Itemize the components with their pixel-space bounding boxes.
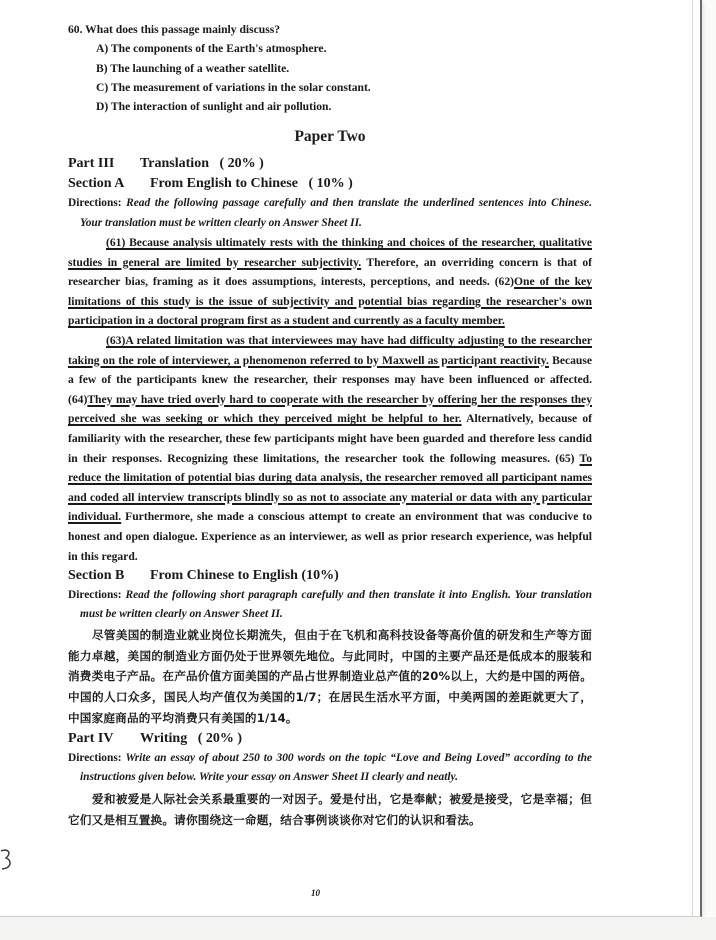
part-title: Translation <box>140 156 209 172</box>
part-weight: ( 20% ) <box>197 730 243 746</box>
page-number: 10 <box>311 888 320 898</box>
option-a: A) The components of the Earth's atmosphere. <box>96 42 327 56</box>
paper-title: Paper Two <box>294 128 366 146</box>
section-a-directions <box>68 194 592 233</box>
question-60 <box>68 20 592 116</box>
section-title: From Chinese to English (10%) <box>150 568 339 584</box>
part-label: Part IV <box>68 730 114 746</box>
page-edge-line <box>692 0 693 916</box>
chinese-passage: 尽管美国的制造业就业岗位长期流失，但由于在飞机和高科技设备等高价值的研发和生产等方面能力卓越，美国的制造业方面仍处于世界领先地位。与此同时，中国的主要产品还是低成本的服装和消费类电子产品。在产品价值方面美国的产品占世界制造业总产值的20%以上，大约是中国的两倍。中国的人口众多，国民人均产值仅为美国的1/7；在居民生活水平方面，中美两国的差距就更大了，中国家庭商品的平均消费只有美国的1/14。 <box>68 627 592 725</box>
section-b-directions <box>68 586 592 625</box>
part-title: Writing <box>140 730 188 746</box>
directions-label: Directions: <box>68 751 122 764</box>
part-3-heading <box>68 154 592 174</box>
passage-paragraph-1 <box>68 233 592 331</box>
passage-text: Therefore, an overriding concern is that of researcher bias, framing as it does assumptions, interests, perceptions, and needs. (62) <box>68 255 593 289</box>
part-4-directions <box>68 749 592 788</box>
question-stem: 60. What does this passage mainly discuss? <box>68 23 281 36</box>
section-label: Section A <box>68 176 125 192</box>
sentence-63: (63)A related limitation was that interviewees may have had difficulty adjusting to the researcher taking on the role of interviewer, a phenomenon referred to by Maxwell as participant reactivity. <box>68 334 592 367</box>
section-a-heading <box>68 174 592 194</box>
option-d: D) The interaction of sunlight and air pollution. <box>96 100 332 114</box>
section-weight: ( 10% ) <box>308 176 353 192</box>
passage-paragraph-2 <box>68 331 592 566</box>
passage-text: Because a few of the participants knew the researcher, their responses may have been influenced or affected. (64) <box>68 353 593 406</box>
passage-text: Alternatively, because of familiarity with the researcher, these few participants might have been guarded and therefore less candid in their responses. Recognizing these limitations, the researcher took the following measures. (65) <box>68 412 593 465</box>
sentence-62: One of the key limitations of this study is the issue of subjectivity and potential bias regarding the researcher's own participation in a doctoral program first as a student and currently as a faculty member. <box>68 275 592 328</box>
section-title: From English to Chinese <box>150 176 298 192</box>
passage-text: Furthermore, she made a conscious attempt to create an environment that was conducive to honest and open dialogue. Experience as an interviewer, as well as prior research experience, was helpful in this regard. <box>68 510 592 563</box>
directions-label: Directions: <box>68 589 122 602</box>
sentence-61: (61) Because analysis ultimately rests with the thinking and choices of the researcher, qualitative studies in general are limited by researcher subjectivity. <box>68 236 592 269</box>
section-label: Section B <box>68 568 125 584</box>
part-weight: ( 20% ) <box>219 156 264 172</box>
section-b-heading <box>68 566 592 586</box>
option-b: B) The launching of a weather satellite. <box>96 61 290 75</box>
part-label: Part III <box>68 156 115 172</box>
writing-prompt: 爱和被爱是人际社会关系最重要的一对因子。爱是付出，它是奉献；被爱是接受，它是幸福；但它们又是相互置换。请你围绕这一命题，结合事例谈谈你对它们的认识和看法。 <box>68 792 592 828</box>
exam-content <box>68 20 592 831</box>
part-4-heading <box>68 729 592 749</box>
handwritten-mark <box>0 848 14 872</box>
scan-background <box>0 917 716 940</box>
directions-label: Directions: <box>68 197 122 210</box>
sentence-65: To reduce the limitation of potential bias during data analysis, the researcher removed all participant names and coded all interview transcripts blindly so as not to associate any material or data with any particular individual. <box>68 451 592 524</box>
directions-text: Read the following short paragraph carefully and then translate it into English. Your translation must be written clearly on Answer Sheet II. <box>80 589 592 621</box>
sentence-64: They may have tried overly hard to cooperate with the researcher by offering her the responses they perceived she was seeking or which they perceived might be helpful to her. <box>68 392 592 426</box>
option-c: C) The measurement of variations in the solar constant. <box>96 80 371 94</box>
directions-text: Read the following passage carefully and then translate the underlined sentences into Chinese. Your translation must be written clearly on Answer Sheet II. <box>80 197 592 229</box>
directions-text: Write an essay of about 250 to 300 words on the topic “Love and Being Loved” according to the instructions given below. Write your essay on Answer Sheet II clearly and neatly. <box>80 751 592 784</box>
